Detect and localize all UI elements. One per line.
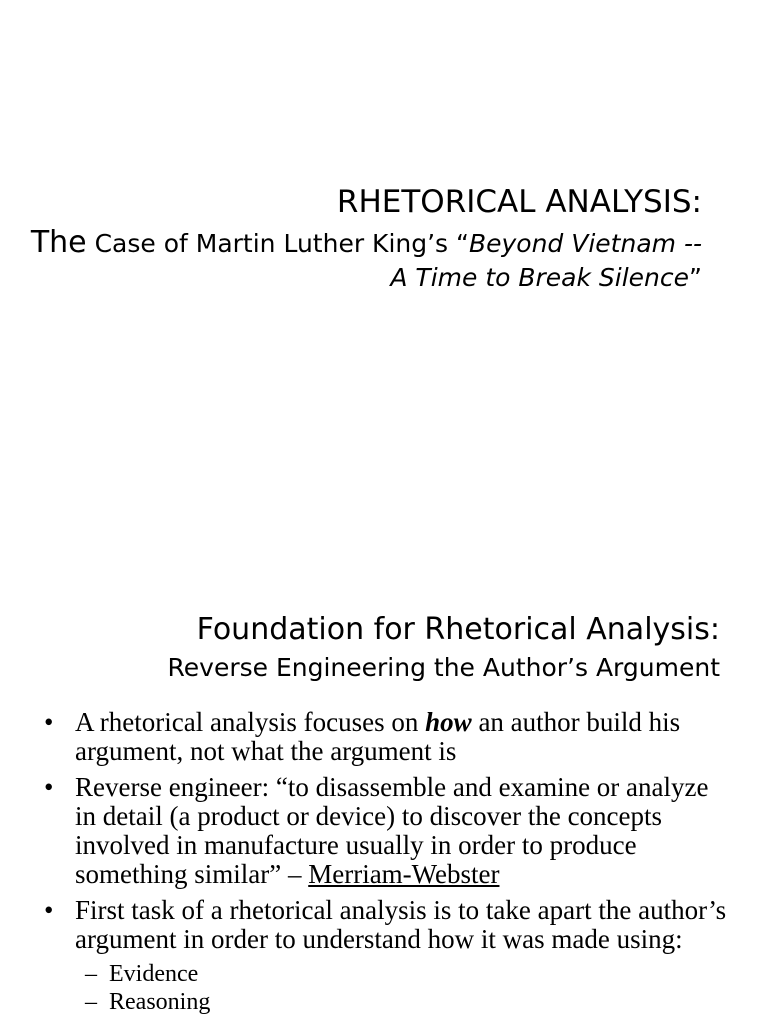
bullet-dot-icon: • (44, 707, 54, 737)
subtitle-close-quote: ” (689, 263, 702, 292)
sub-item-reasoning (75, 988, 728, 1016)
slide-2 (0, 560, 768, 1024)
slide-1-subtitle (22, 226, 702, 295)
dash-icon: – (85, 961, 97, 987)
bullet-item-reverse-engineer (0, 773, 768, 889)
sub-item-text: Reasoning (109, 989, 211, 1015)
sub-item-text: Evidence (109, 961, 199, 987)
subtitle-case-of: Case of Martin Luther King’s “ (94, 229, 469, 258)
slide-1-title: RHETORICAL ANALYSIS: (336, 184, 702, 220)
slide-2-title: Foundation for Rhetorical Analysis: (196, 612, 720, 647)
bullet-text: an author build his argument, not what the argument is (75, 707, 681, 766)
bullet-text: Reverse engineer: “to disassemble and examine or analyze in detail (a product or device) to discover the concepts involved in manufacture usually in order to produce something similar” – (75, 772, 709, 889)
subtitle-the: The (30, 225, 87, 260)
bullet-emphasis: how (425, 707, 472, 737)
bullet-text: First task of a rhetorical analysis is to take apart the author’s argument in order to understand how it was made using: (75, 895, 727, 954)
slide-2-subtitle: Reverse Engineering the Author’s Argument (167, 653, 720, 682)
sub-item-evidence (75, 960, 728, 988)
bullet-dot-icon: • (44, 895, 54, 925)
dash-icon: – (85, 989, 97, 1015)
bullet-text: A rhetorical analysis focuses on (75, 707, 426, 737)
bullet-item-how (0, 708, 768, 766)
sub-list (75, 960, 728, 1016)
source-citation: Merriam-Webster (308, 859, 500, 889)
bullet-item-first-task (0, 896, 768, 1016)
bullet-list (0, 708, 768, 1023)
bullet-dot-icon: • (44, 772, 54, 802)
speech-title: Beyond Vietnam -- A Time to Break Silence (390, 229, 702, 292)
